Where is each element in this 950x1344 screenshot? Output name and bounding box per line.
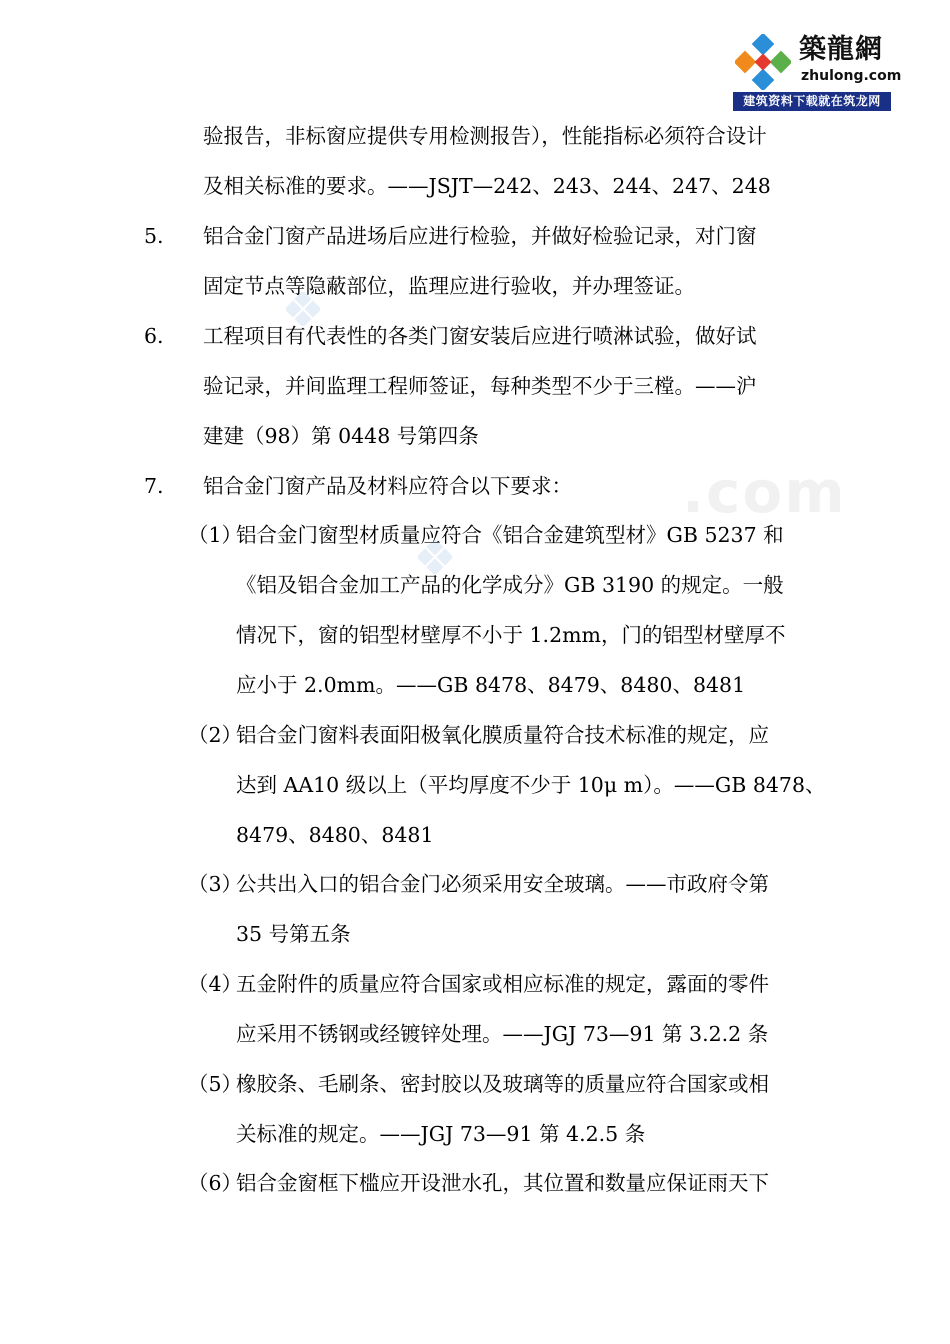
item-number: 5.	[144, 224, 164, 248]
sub-item-number: （5）	[188, 1072, 243, 1096]
zhulong-flower-icon	[735, 34, 791, 90]
logo-brand-en: zhulong.com	[801, 68, 902, 84]
text-line: 铝合金门窗料表面阳极氧化膜质量符合技术标准的规定，应	[236, 723, 769, 747]
sub-item-number: （4）	[188, 972, 243, 996]
item-number: 7.	[144, 474, 164, 498]
text-line: 情况下，窗的铝型材壁厚不小于 1.2mm，门的铝型材壁厚不	[236, 623, 786, 647]
text-line: 铝合金窗框下槛应开设泄水孔，其位置和数量应保证雨天下	[236, 1171, 769, 1195]
text-line: 公共出入口的铝合金门必须采用安全玻璃。——市政府令第	[236, 872, 769, 896]
sub-item-number: （3）	[188, 872, 243, 896]
text-line: 关标准的规定。——JGJ 73—91 第 4.2.5 条	[236, 1122, 646, 1146]
logo-brand-cn: 築龍網	[799, 34, 883, 65]
sub-item-number: （1）	[188, 523, 243, 547]
text-line: 铝合金门窗产品进场后应进行检验，并做好检验记录，对门窗	[203, 224, 757, 248]
sub-item-number: （2）	[188, 723, 243, 747]
sub-item-number: （6）	[188, 1171, 243, 1195]
text-line: 《铝及铝合金加工产品的化学成分》GB 3190 的规定。一般	[236, 573, 784, 597]
text-line: 应采用不锈钢或经镀锌处理。——JGJ 73—91 第 3.2.2 条	[236, 1022, 769, 1046]
text-line: 固定节点等隐蔽部位，监理应进行验收，并办理签证。	[203, 274, 695, 298]
text-line: 铝合金门窗产品及材料应符合以下要求：	[203, 474, 572, 498]
text-line: 35 号第五条	[236, 922, 351, 946]
logo-slogan: 建筑资料下载就在筑龙网	[733, 92, 891, 111]
logo-top	[733, 30, 902, 92]
text-line: 工程项目有代表性的各类门窗安装后应进行喷淋试验，做好试	[203, 324, 757, 348]
text-line: 橡胶条、毛刷条、密封胶以及玻璃等的质量应符合国家或相	[236, 1072, 769, 1096]
text-line: 铝合金门窗型材质量应符合《铝合金建筑型材》GB 5237 和	[236, 523, 784, 547]
watermark-text: .com	[682, 458, 847, 526]
zhulong-logo[interactable]	[733, 30, 902, 110]
item-number: 6.	[144, 324, 164, 348]
text-line: 建建（98）第 0448 号第四条	[203, 424, 479, 448]
text-line: 应小于 2.0mm。——GB 8478、8479、8480、8481	[236, 673, 746, 697]
text-line: 8479、8480、8481	[236, 823, 434, 847]
text-line: 及相关标准的要求。——JSJT—242、243、244、247、248	[203, 174, 771, 198]
text-line: 验记录，并间监理工程师签证，每种类型不少于三樘。——沪	[203, 374, 757, 398]
text-line: 验报告，非标窗应提供专用检测报告），性能指标必须符合设计	[203, 124, 767, 148]
text-line: 达到 AA10 级以上（平均厚度不少于 10μ m）。——GB 8478、	[236, 773, 826, 797]
text-line: 五金附件的质量应符合国家或相应标准的规定，露面的零件	[236, 972, 769, 996]
